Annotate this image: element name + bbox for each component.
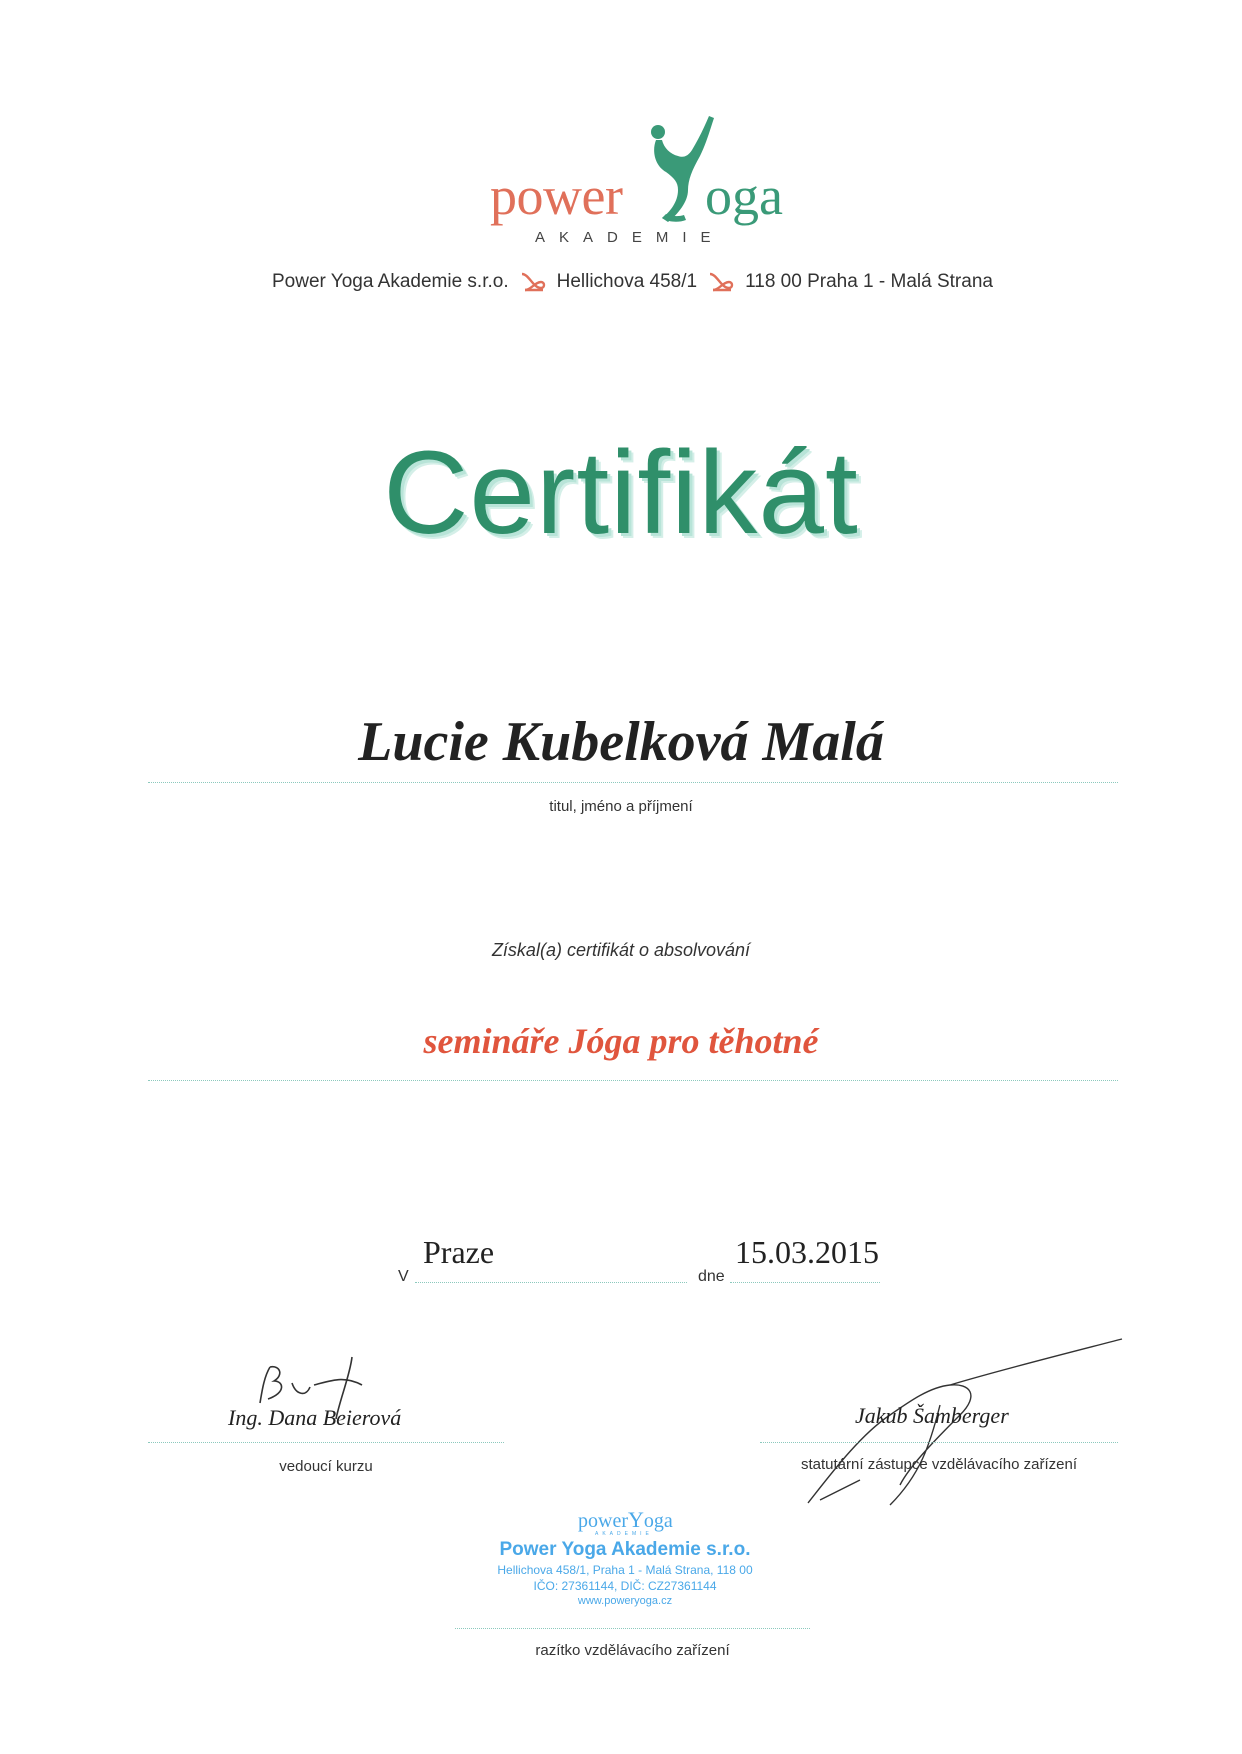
date-value: 15.03.2015 <box>735 1234 879 1270</box>
name-underline <box>148 782 1118 783</box>
stamp-line <box>455 1628 810 1629</box>
signatory-right-name: Jakub Šamberger <box>855 1403 1009 1428</box>
address-street: Hellichova 458/1 <box>556 271 698 292</box>
stamp-company: Power Yoga Akademie s.r.o. <box>499 1539 751 1560</box>
address-line <box>272 270 993 294</box>
company-stamp <box>470 1495 780 1625</box>
logo-subtitle: AKADEMIE <box>535 229 725 246</box>
address-company: Power Yoga Akademie s.r.o. <box>272 271 509 292</box>
knot-icon <box>519 270 547 294</box>
seminar-underline <box>148 1080 1118 1081</box>
recipient-name: Lucie Kubelková Malá <box>358 711 884 773</box>
signature-left-line <box>148 1442 504 1443</box>
stamp-address: Hellichova 458/1, Praha 1 - Malá Strana, 118 00 <box>497 1563 753 1577</box>
place-prefix: V <box>398 1268 409 1285</box>
seminar-name: semináře Jóga pro těhotné <box>423 1021 819 1061</box>
logo-word-oga: oga <box>705 166 783 226</box>
name-caption: titul, jméno a příjmení <box>549 798 693 815</box>
knot-icon <box>707 270 735 294</box>
intro-text: Získal(a) certifikát o absolvování <box>491 940 751 960</box>
address-city: 118 00 Praha 1 - Malá Strana <box>745 271 993 292</box>
stamp-logo: powerYoga <box>578 1507 673 1532</box>
date-underline <box>730 1282 880 1283</box>
place-underline <box>415 1282 687 1283</box>
date-prefix: dne <box>698 1268 725 1285</box>
stamp-ids: IČO: 27361144, DIČ: CZ27361144 <box>533 1579 717 1593</box>
signatory-left-name: Ing. Dana Beierová <box>228 1405 402 1430</box>
place-value: Praze <box>423 1234 495 1270</box>
power-yoga-logo <box>480 110 800 260</box>
signatory-left-role: vedoucí kurzu <box>279 1458 373 1475</box>
stamp-caption: razítko vzdělávacího zařízení <box>535 1642 730 1659</box>
stamp-logo-subtitle: AKADEMIE <box>595 1531 653 1537</box>
logo-word-power: power <box>490 166 623 226</box>
stamp-web: www.poweryoga.cz <box>577 1595 673 1607</box>
signature-right-line <box>760 1442 1118 1443</box>
signatory-right-role: statutární zástupce vzdělávacího zařízení <box>801 1456 1077 1473</box>
certificate-title: Certifikát <box>383 427 859 559</box>
